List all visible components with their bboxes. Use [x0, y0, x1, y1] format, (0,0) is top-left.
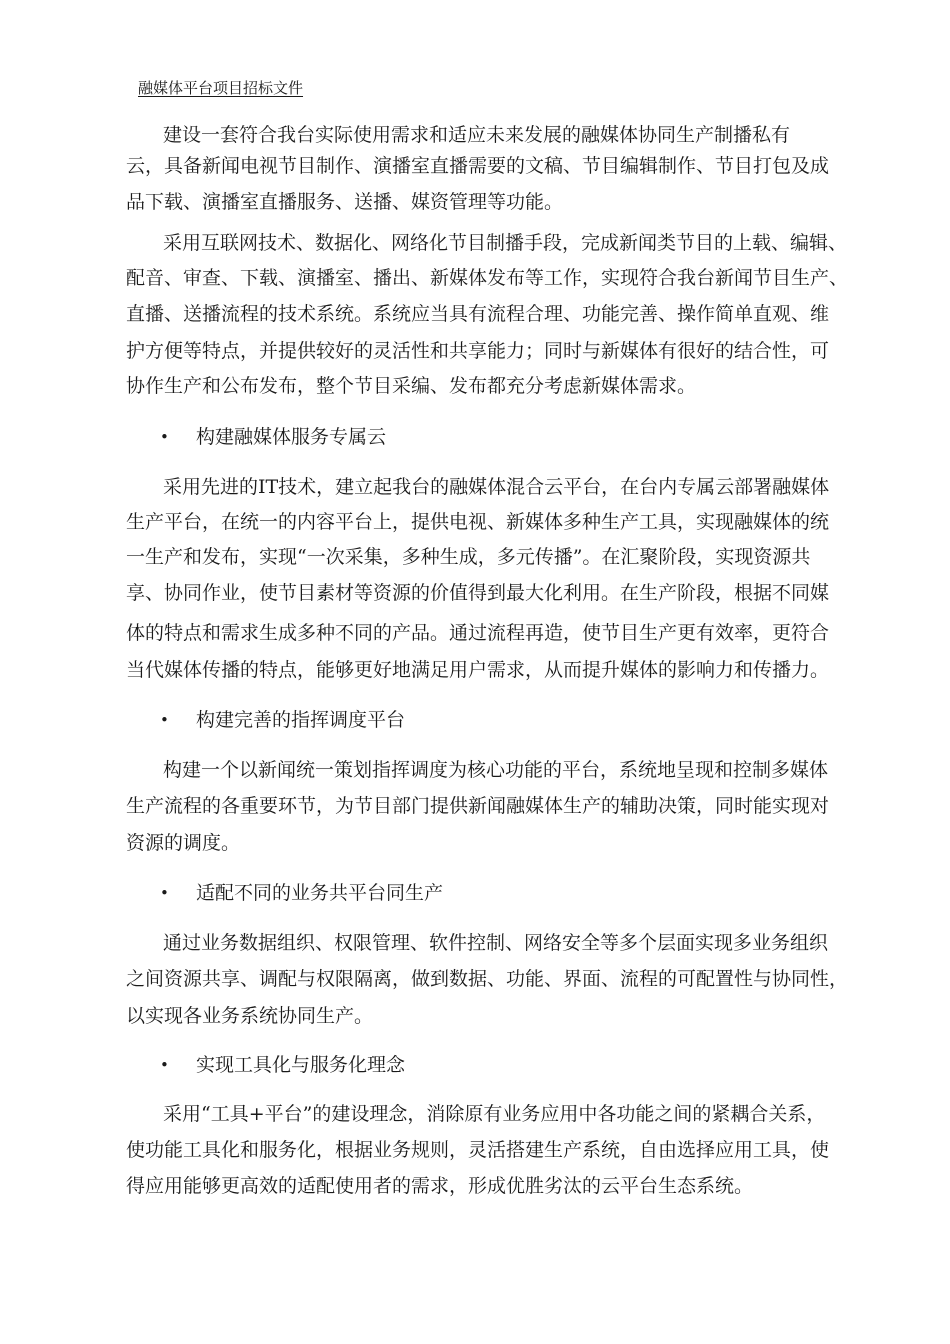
- bullet-marker: •: [160, 884, 169, 902]
- paragraph-line: 生产平台，在统一的内容平台上，提供电视、新媒体多种生产工具，实现融媒体的统: [126, 511, 830, 533]
- paragraph-line: 使功能工具化和服务化，根据业务规则，灵活搭建生产系统，自由选择应用工具，使: [126, 1139, 830, 1161]
- bullet-marker: •: [160, 428, 169, 446]
- paragraph-line: 以实现各业务系统协同生产。: [126, 1005, 374, 1027]
- paragraph-line: 资源的调度。: [126, 832, 241, 854]
- paragraph-line: 之间资源共享、调配与权限隔离，做到数据、功能、界面、流程的可配置性与协同性，: [126, 968, 849, 990]
- paragraph-line: 配音、审查、下载、演播室、播出、新媒体发布等工作，实现符合我台新闻节目生产、: [126, 267, 849, 289]
- paragraph-line: 当代媒体传播的特点，能够更好地满足用户需求，从而提升媒体的影响力和传播力。: [126, 659, 830, 681]
- paragraph-line: 直播、送播流程的技术系统。系统应当具有流程合理、功能完善、操作简单直观、维: [126, 303, 830, 325]
- paragraph-line: 享、协同作业，使节目素材等资源的价值得到最大化利用。在生产阶段，根据不同媒: [126, 582, 830, 604]
- bullet-heading: 实现工具化与服务化理念: [196, 1054, 406, 1076]
- bullet-marker: •: [160, 1056, 169, 1074]
- paragraph-line: 协作生产和公布发布，整个节目采编、发布都充分考虑新媒体需求。: [126, 375, 697, 397]
- paragraph-line: 体的特点和需求生成多种不同的产品。通过流程再造，使节目生产更有效率，更符合: [126, 622, 830, 644]
- paragraph-line: 得应用能够更高效的适配使用者的需求，形成优胜劣汰的云平台生态系统。: [126, 1175, 754, 1197]
- paragraph-line: 采用先进的IT技术，建立起我台的融媒体混合云平台，在台内专属云部署融媒体: [163, 476, 830, 498]
- paragraph-line: 生产流程的各重要环节，为节目部门提供新闻融媒体生产的辅助决策，同时能实现对: [126, 795, 830, 817]
- paragraph-line: 通过业务数据组织、权限管理、软件控制、网络安全等多个层面实现多业务组织: [163, 932, 829, 954]
- paragraph-line: 一生产和发布，实现“一次采集，多种生成，多元传播”。在汇聚阶段，实现资源共: [126, 546, 811, 568]
- bullet-marker: •: [160, 711, 169, 729]
- bullet-heading: 适配不同的业务共平台同生产: [196, 882, 444, 904]
- paragraph-line: 构建一个以新闻统一策划指挥调度为核心功能的平台，系统地呈现和控制多媒体: [163, 759, 829, 781]
- paragraph-line: 品下载、演播室直播服务、送播、媒资管理等功能。: [126, 191, 564, 213]
- paragraph-line: 采用互联网技术、数据化、网络化节目制播手段，完成新闻类节目的上载、编辑、: [163, 232, 848, 254]
- document-header: 融媒体平台项目招标文件: [138, 79, 304, 97]
- paragraph-line: 云，具备新闻电视节目制作、演播室直播需要的文稿、节目编辑制作、节目打包及成: [126, 155, 830, 177]
- bullet-heading: 构建融媒体服务专属云: [196, 426, 387, 448]
- bullet-heading: 构建完善的指挥调度平台: [196, 709, 406, 731]
- paragraph-line: 采用“工具+平台”的建设理念，消除原有业务应用中各功能之间的紧耦合关系，: [163, 1103, 826, 1125]
- paragraph-line: 护方便等特点，并提供较好的灵活性和共享能力；同时与新媒体有很好的结合性，可: [126, 340, 830, 362]
- paragraph-line: 建设一套符合我台实际使用需求和适应未来发展的融媒体协同生产制播私有: [163, 124, 791, 146]
